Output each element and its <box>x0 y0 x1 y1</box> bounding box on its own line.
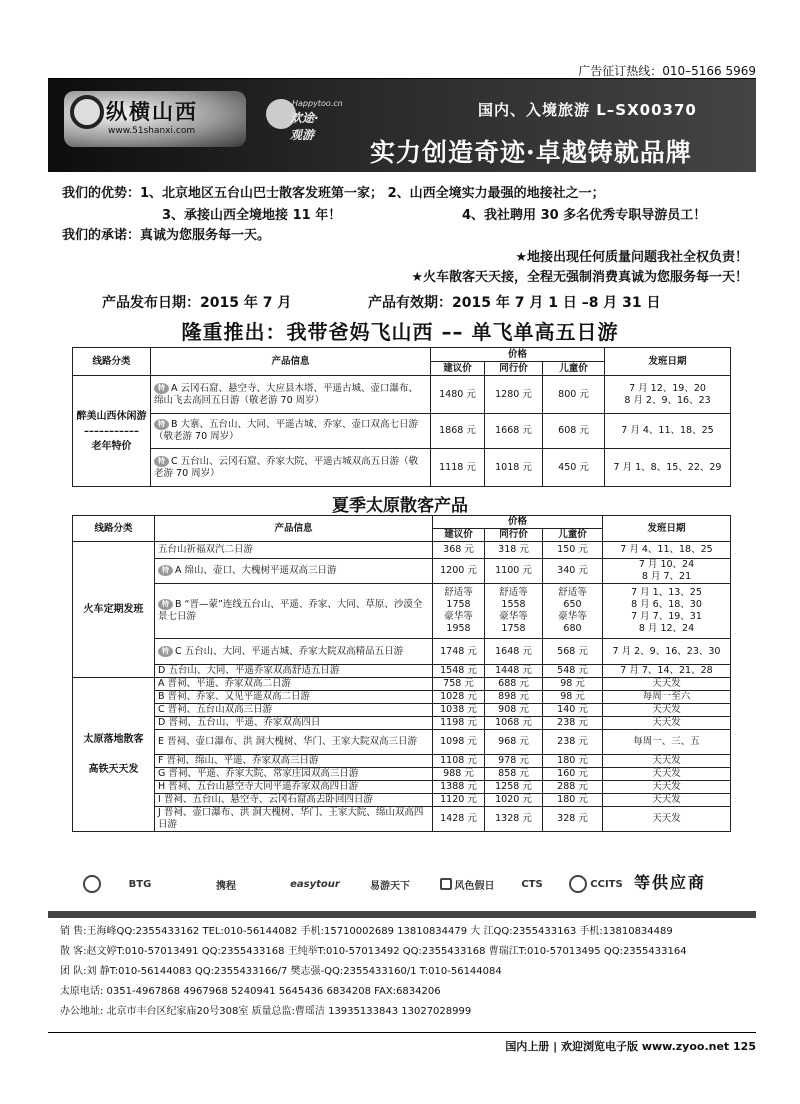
supplier-logo: CCITS <box>566 870 626 898</box>
partner-logo-url: Happytoo.cn <box>292 99 343 108</box>
special-offer-icon: 特 <box>154 456 169 467</box>
departure-dates: 天天发 <box>603 704 731 717</box>
special-offer-icon: 特 <box>158 646 173 657</box>
supplier-logos <box>76 862 736 906</box>
child-price: 160 元 <box>543 768 603 781</box>
th-info: 产品信息 <box>151 348 431 376</box>
peer-price: 1280 元 <box>485 376 543 414</box>
table-row <box>73 639 731 665</box>
table-row <box>73 781 731 794</box>
elderly-tour-table <box>72 347 731 487</box>
ring-icon <box>569 875 587 893</box>
child-price: 150 元 <box>543 542 603 559</box>
th-child: 儿童价 <box>543 529 603 542</box>
summer-tour-table <box>72 515 731 832</box>
departure-dates: 7 月 1、13、25 8 月 6、18、30 7 月 7、19、31 8 月 12、24 <box>603 584 731 639</box>
suggest-price: 368 元 <box>433 542 485 559</box>
footer-divider <box>48 1032 756 1033</box>
category-cell: 太原落地散客 高铁天天发 <box>73 678 155 832</box>
child-price: 238 元 <box>543 730 603 755</box>
product-info: 特 C 五台山、云冈石窟、乔家大院、平遥古城双高五日游（敬老游 70 周岁） <box>151 449 431 487</box>
table-row <box>73 691 731 704</box>
product-info: F 晋祠、绵山、平遥、乔家双高三日游 <box>155 755 433 768</box>
release-date: 产品发布日期：2015 年 7 月 <box>102 295 292 311</box>
product-info: I 晋祠、五台山、悬空寺、云冈石窟高去卧回四日游 <box>155 794 433 807</box>
supplier-logo: 易游天下 <box>370 880 410 892</box>
supplier-logo: CTS <box>521 878 543 890</box>
slogan: 实力创造奇迹·卓越铸就品牌 <box>370 138 692 167</box>
th-info: 产品信息 <box>155 516 433 542</box>
logo-emblem-icon <box>70 95 104 129</box>
table-row <box>73 755 731 768</box>
table-row <box>73 542 731 559</box>
table-row <box>73 678 731 691</box>
partner-logo <box>264 97 343 142</box>
table-row <box>73 807 731 832</box>
departure-dates: 7 月 10、24 8 月 7、21 <box>603 559 731 584</box>
star-note-2: ★火车散客天天接，全程无强制消费真诚为您服务每一天！ <box>411 270 748 285</box>
table-row <box>73 559 731 584</box>
suggest-price: 1108 元 <box>433 755 485 768</box>
peer-price: 1648 元 <box>485 639 543 665</box>
peer-price: 688 元 <box>485 678 543 691</box>
table-row <box>73 414 731 449</box>
suggest-price: 1028 元 <box>433 691 485 704</box>
departure-dates: 每周一至六 <box>603 691 731 704</box>
departure-dates: 天天发 <box>603 781 731 794</box>
special-offer-icon: 特 <box>158 599 173 610</box>
departure-dates: 天天发 <box>603 807 731 832</box>
special-offer-icon: 特 <box>154 419 169 430</box>
advantage-line-1: 我们的优势：1、北京地区五台山巴士散客发班第一家； 2、山西全境实力最强的地接社之一； <box>62 186 605 201</box>
peer-price: 978 元 <box>485 755 543 768</box>
product-info: 特 B “晋—蒙”连线五台山、平遥、乔家、大同、草原、沙漠全景七日游 <box>155 584 433 639</box>
summer-title: 夏季太原散客产品 <box>332 496 468 516</box>
departure-dates: 7 月 4、11、18、25 <box>603 542 731 559</box>
departure-dates: 7 月 2、9、16、23、30 <box>603 639 731 665</box>
child-price: 608 元 <box>543 414 605 449</box>
peer-price: 908 元 <box>485 704 543 717</box>
product-info: E 晋祠、壶口瀑布、洪 洞大槐树、华门、王家大院双高三日游 <box>155 730 433 755</box>
child-price: 568 元 <box>543 639 603 665</box>
suppliers-label: 等供应商 <box>634 873 707 892</box>
th-suggest: 建议价 <box>433 529 485 542</box>
peer-price: 1668 元 <box>485 414 543 449</box>
valid-date: 产品有效期：2015 年 7 月 1 日 –8 月 31 日 <box>368 295 661 311</box>
peer-price: 858 元 <box>485 768 543 781</box>
star-icon <box>440 878 452 890</box>
licence-number: 国内、入境旅游 L–SX00370 <box>478 101 697 119</box>
child-price: 328 元 <box>543 807 603 832</box>
child-price: 180 元 <box>543 755 603 768</box>
suggest-price: 1200 元 <box>433 559 485 584</box>
table-row <box>73 704 731 717</box>
suggest-price: 1548 元 <box>433 665 485 678</box>
child-price: 舒适等 650 豪华等 680 <box>543 584 603 639</box>
table-row <box>73 665 731 678</box>
child-price: 238 元 <box>543 717 603 730</box>
peer-price: 1068 元 <box>485 717 543 730</box>
supplier-logo <box>76 870 110 898</box>
product-info: D 晋祠、五台山、平遥、乔家双高四日 <box>155 717 433 730</box>
star-note-1: ★地接出现任何质量问题我社全权负责！ <box>515 250 748 265</box>
child-price: 340 元 <box>543 559 603 584</box>
child-price: 98 元 <box>543 678 603 691</box>
peer-price: 1020 元 <box>485 794 543 807</box>
suggest-price: 1120 元 <box>433 794 485 807</box>
departure-dates: 天天发 <box>603 768 731 781</box>
th-peer: 同行价 <box>485 529 543 542</box>
departure-dates: 7 月 4、11、18、25 <box>605 414 731 449</box>
table-row <box>73 449 731 487</box>
product-info: H 晋祠、五台山悬空寺大同平遥乔家双高四日游 <box>155 781 433 794</box>
peer-price: 898 元 <box>485 691 543 704</box>
table-row <box>73 768 731 781</box>
contact-address: 办公地址: 北京市丰台区纪家庙20号308室 质量总监:曹瑶洁 13935133843 13027028999 <box>60 1006 472 1017</box>
peer-price: 968 元 <box>485 730 543 755</box>
th-peer: 同行价 <box>485 362 543 376</box>
company-logo <box>64 91 246 147</box>
supplier-logo: BTG <box>128 878 152 890</box>
departure-dates: 天天发 <box>603 678 731 691</box>
product-info: 特 A 云冈石窟、悬空寺、大应县木塔、平遥古城、壶口瀑布、绵山飞去高回五日游（敬老游 70 周岁） <box>151 376 431 414</box>
ad-hotline: 广告征订热线：010–5166 5969 <box>578 64 756 78</box>
child-price: 288 元 <box>543 781 603 794</box>
suggest-price: 1118 元 <box>431 449 485 487</box>
th-departure: 发班日期 <box>603 516 731 542</box>
special-offer-icon: 特 <box>158 565 173 576</box>
departure-dates: 7 月 1、8、15、22、29 <box>605 449 731 487</box>
table-row <box>73 717 731 730</box>
table-row <box>73 730 731 755</box>
contact-info <box>60 922 760 1022</box>
category-cell: 火车定期发班 <box>73 542 155 678</box>
th-suggest: 建议价 <box>431 362 485 376</box>
supplier-logo: 携程 <box>216 880 236 892</box>
product-info: 特 A 绵山、壶口、大槐树平遥双高三日游 <box>155 559 433 584</box>
child-price: 800 元 <box>543 376 605 414</box>
departure-dates: 天天发 <box>603 755 731 768</box>
child-price: 548 元 <box>543 665 603 678</box>
th-line: 线路分类 <box>73 348 151 376</box>
table-row <box>73 794 731 807</box>
peer-price: 1448 元 <box>485 665 543 678</box>
table-row <box>73 376 731 414</box>
suggest-price: 1748 元 <box>433 639 485 665</box>
contact-group: 团 队:刘 静T:010-56144083 QQ:2355433166/7 樊志强-QQ:2355433160/1 T:010-56144084 <box>60 966 502 977</box>
product-info: 特 B 大寨、五台山、大同、平遥古城、乔家、壶口双高七日游（敬老游 70 周岁） <box>151 414 431 449</box>
supplier-logo: easytour <box>290 878 340 890</box>
th-child: 儿童价 <box>543 362 605 376</box>
peer-price: 318 元 <box>485 542 543 559</box>
globe-icon <box>83 875 101 893</box>
th-price: 价格 <box>433 516 603 529</box>
product-info: C 晋祠、五台山双高三日游 <box>155 704 433 717</box>
product-info: 五台山祈福双汽二日游 <box>155 542 433 559</box>
peer-price: 1018 元 <box>485 449 543 487</box>
departure-dates: 天天发 <box>603 717 731 730</box>
th-line: 线路分类 <box>73 516 155 542</box>
suggest-price: 1198 元 <box>433 717 485 730</box>
product-info: J 晋祠、壶口瀑布、洪 洞大槐树、华门、王家大院、绵山双高四日游 <box>155 807 433 832</box>
peer-price: 1100 元 <box>485 559 543 584</box>
peer-price: 舒适等 1558 豪华等 1758 <box>485 584 543 639</box>
suggest-price: 舒适等 1758 豪华等 1958 <box>433 584 485 639</box>
contact-taiyuan: 太原电话: 0351-4967868 4967968 5240941 5645436 6834208 FAX:6834206 <box>60 986 441 997</box>
product-info: D 五台山、大同、平遥乔家双高舒适五日游 <box>155 665 433 678</box>
advantage-line-2b: 4、我社聘用 30 多名优秀专职导游员工！ <box>462 208 707 223</box>
suggest-price: 1480 元 <box>431 376 485 414</box>
child-price: 450 元 <box>543 449 605 487</box>
category-cell: 醉美山西休闲游 ––––––––––– 老年特价 <box>73 376 151 487</box>
promise-line: 我们的承诺：真诚为您服务每一天。 <box>62 228 271 243</box>
departure-dates: 7 月 7、14、21、28 <box>603 665 731 678</box>
child-price: 180 元 <box>543 794 603 807</box>
th-price: 价格 <box>431 348 605 362</box>
suggest-price: 988 元 <box>433 768 485 781</box>
suggest-price: 1038 元 <box>433 704 485 717</box>
child-price: 98 元 <box>543 691 603 704</box>
peer-price: 1258 元 <box>485 781 543 794</box>
product-info: B 晋祠、乔家、又见平遥双高二日游 <box>155 691 433 704</box>
advantage-line-2: 3、承接山西全境地接 11 年！ <box>162 208 342 223</box>
product-info: A 晋祠、平遥、乔家双高二日游 <box>155 678 433 691</box>
header-banner <box>48 78 756 172</box>
suggest-price: 1388 元 <box>433 781 485 794</box>
suggest-price: 758 元 <box>433 678 485 691</box>
footer-text: 国内上册 | 欢迎浏览电子版 www.zyoo.net 125 <box>505 1040 756 1053</box>
contact-sales: 销 售:王海峰QQ:2355433162 TEL:010-56144082 手机:15710002689 13810834479 大 江QQ:2355433163 手机:13810834489 <box>60 926 673 937</box>
peer-price: 1328 元 <box>485 807 543 832</box>
promo-title: 隆重推出：我带爸妈飞山西 –– 单飞单高五日游 <box>181 320 619 344</box>
contact-individual: 散 客:赵文婷T:010-57013491 QQ:2355433168 王纯举T:010-57013492 QQ:2355433168 曹瑞江T:010-57013495 QQ:2355433164 <box>60 946 687 957</box>
supplier-logo: 风色假日 <box>434 870 500 898</box>
product-info: G 晋祠、平遥、乔家大院、常家庄园双高三日游 <box>155 768 433 781</box>
departure-dates: 每周一、三、五 <box>603 730 731 755</box>
departure-dates: 天天发 <box>603 794 731 807</box>
departure-dates: 7 月 12、19、20 8 月 2、9、16、23 <box>605 376 731 414</box>
table-row <box>73 584 731 639</box>
child-price: 140 元 <box>543 704 603 717</box>
divider-bar <box>48 911 756 918</box>
suggest-price: 1428 元 <box>433 807 485 832</box>
logo-url: www.51shanxi.com <box>108 126 196 136</box>
suggest-price: 1098 元 <box>433 730 485 755</box>
product-info: 特 C 五台山、大同、平遥古城、乔家大院双高精品五日游 <box>155 639 433 665</box>
logo-name: 纵横山西 <box>106 99 198 124</box>
partner-logo-name: 欢途·观游 <box>290 111 319 142</box>
special-offer-icon: 特 <box>154 383 169 394</box>
suggest-price: 1868 元 <box>431 414 485 449</box>
th-departure: 发班日期 <box>605 348 731 376</box>
